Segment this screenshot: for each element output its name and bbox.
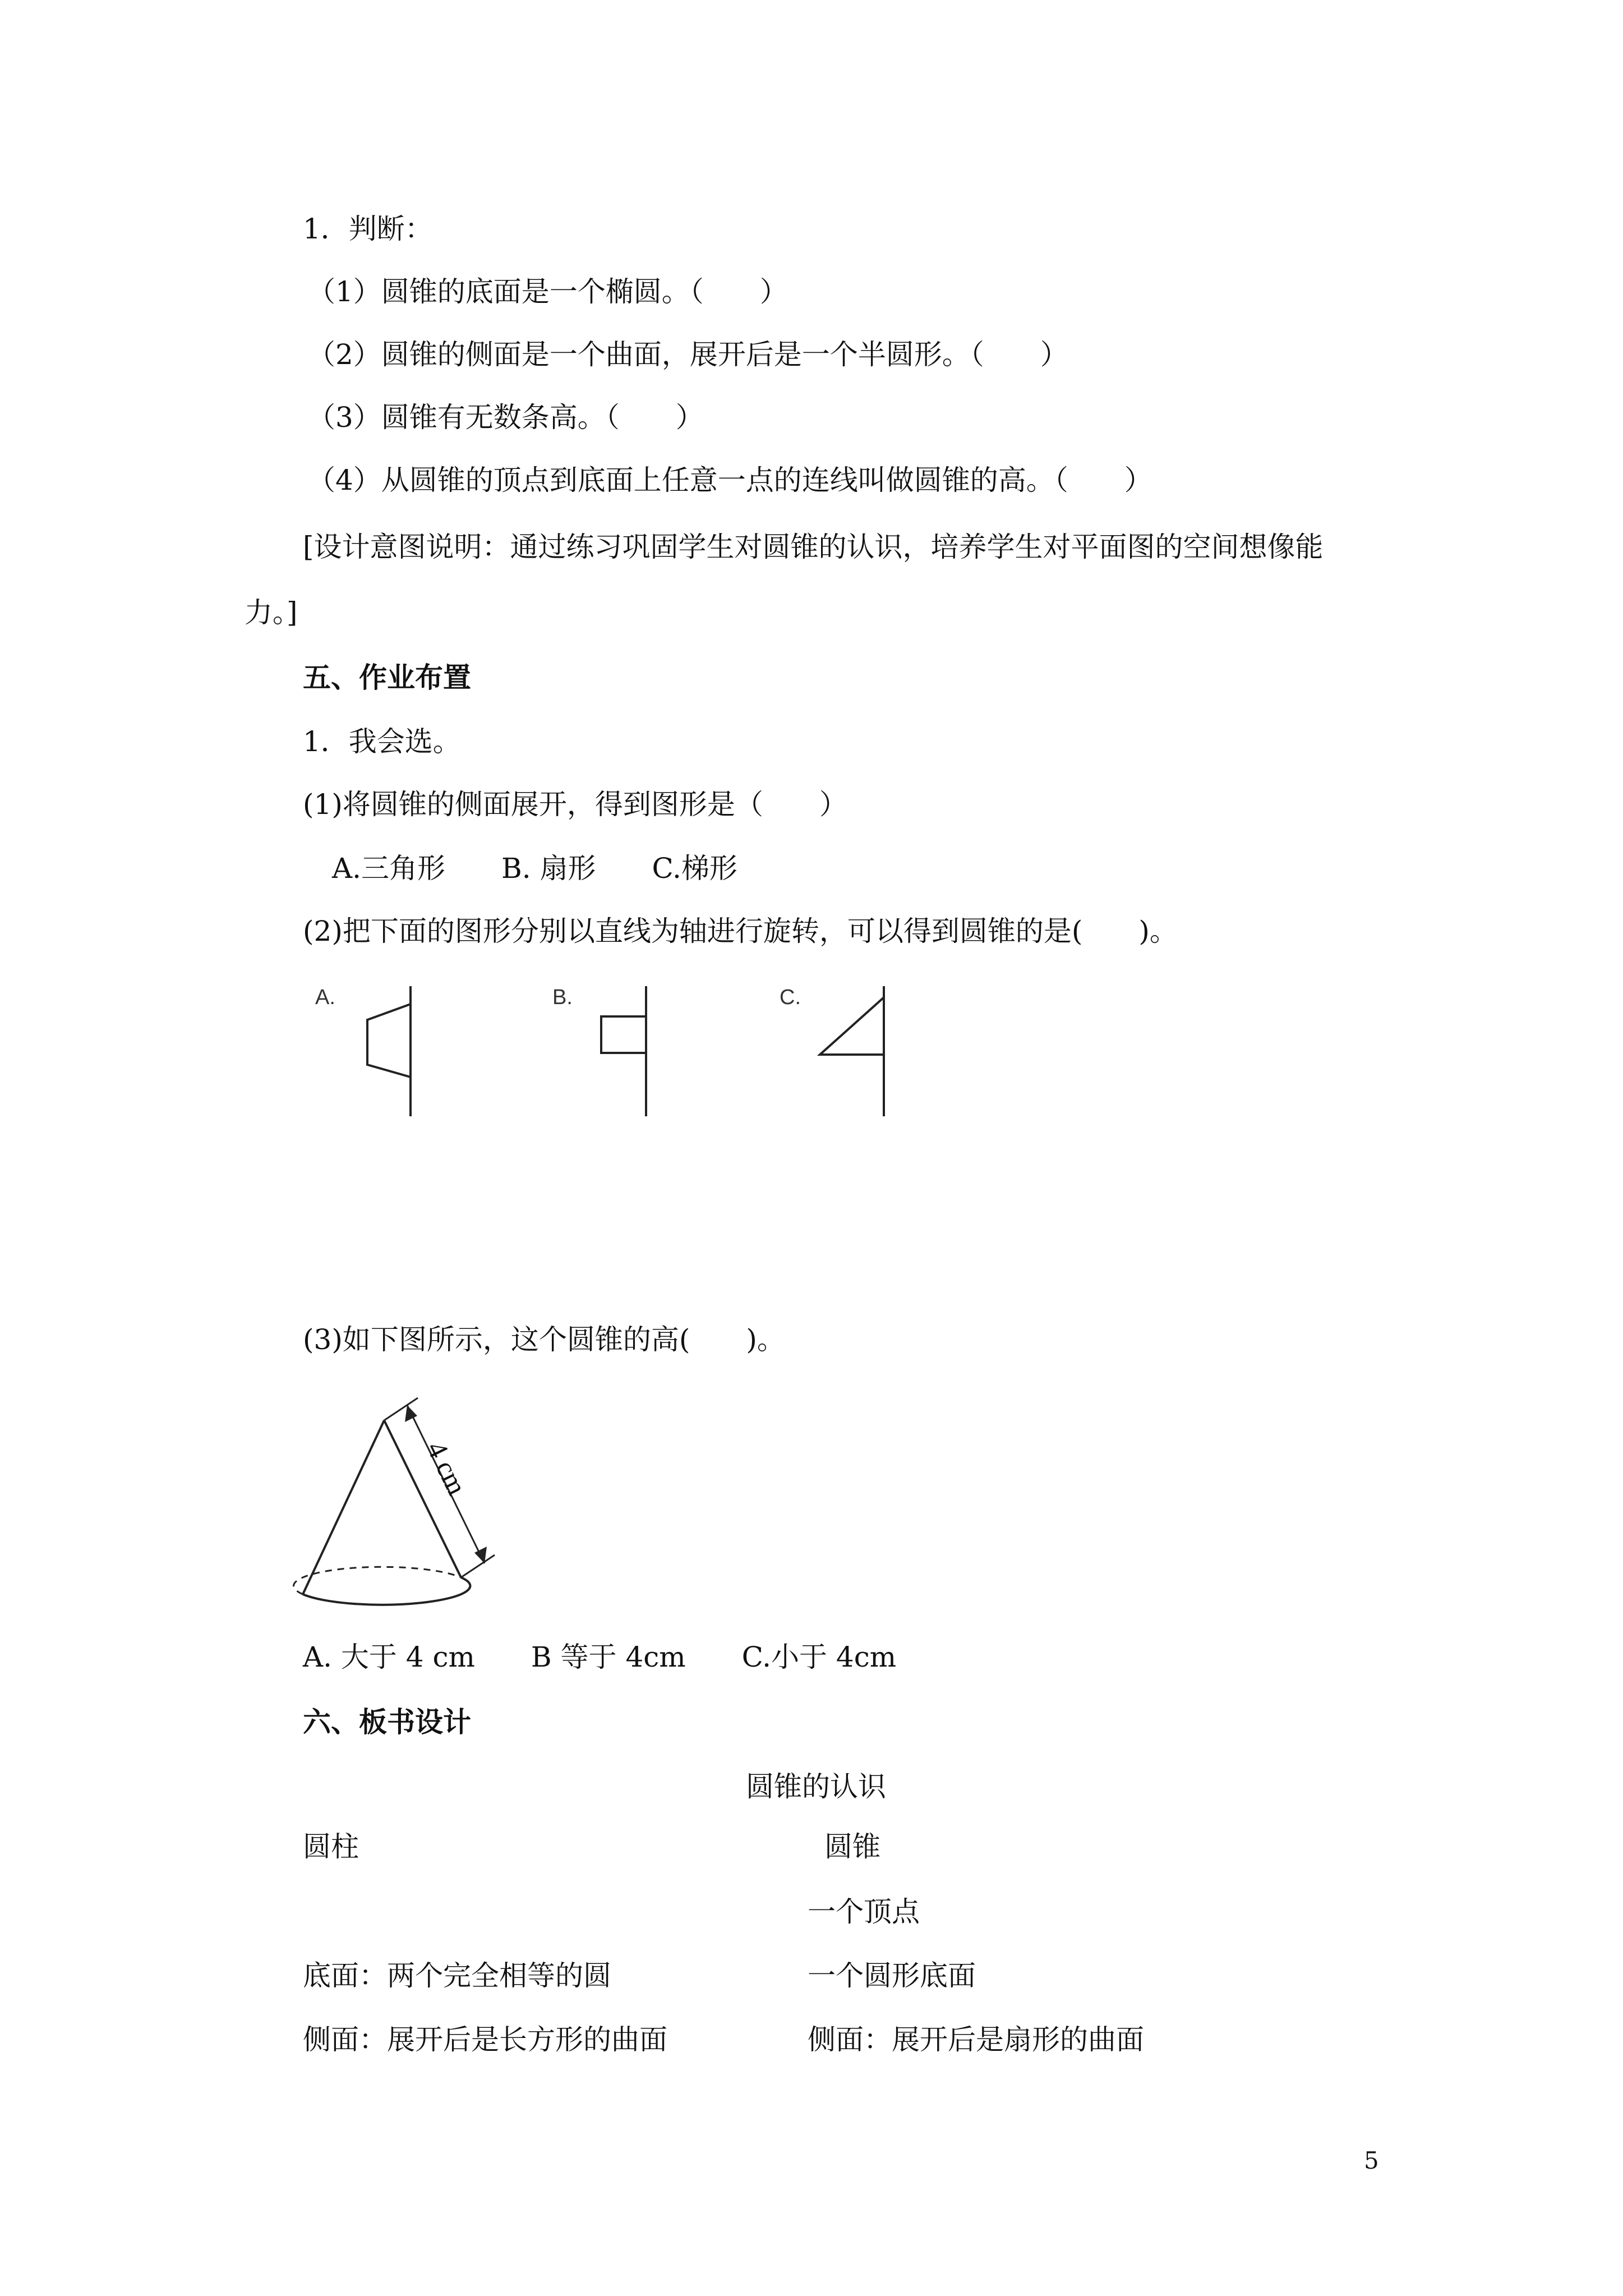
question-3-options: A. 大于 4 cm B 等于 4cm C.小于 4cm: [303, 1641, 897, 1673]
board-right-side: 侧面：展开后是扇形的曲面: [808, 2023, 1144, 2056]
question-3: (3)如下图所示，这个圆锥的高( )。: [303, 1323, 785, 1356]
board-heading: 六、板书设计: [303, 1706, 471, 1738]
board-left-base: 底面：两个完全相等的圆: [303, 1959, 611, 1992]
design-note-line-2: 力。]: [245, 596, 298, 629]
question-1-options: A.三角形 B. 扇形 C.梯形: [332, 852, 737, 885]
cone-slant-label: 4 cm: [421, 1436, 473, 1500]
figure-c-label: C.: [780, 986, 801, 1009]
judge-item-3: （3）圆锥有无数条高。（ ）: [307, 401, 704, 434]
question-1: (1)将圆锥的侧面展开，得到图形是（ ）: [303, 788, 847, 821]
design-note-line-1: [设计意图说明：通过练习巩固学生对圆锥的认识，培养学生对平面图的空间想像能: [303, 531, 1324, 563]
judge-title: 1．判断：: [303, 213, 433, 245]
judge-item-4: （4）从圆锥的顶点到底面上任意一点的连线叫做圆锥的高。（ ）: [307, 464, 1152, 496]
board-right-base: 一个圆形底面: [808, 1959, 976, 1992]
homework-sub: 1．我会选。: [303, 725, 461, 758]
page-number: 5: [1364, 2147, 1379, 2174]
figure-a-label: A.: [315, 986, 335, 1009]
board-left-head: 圆柱: [303, 1830, 359, 1863]
board-right-head: 圆锥: [824, 1830, 880, 1863]
board-right-vertex: 一个顶点: [808, 1895, 920, 1928]
board-left-side: 侧面：展开后是长方形的曲面: [303, 2023, 667, 2056]
question-2: (2)把下面的图形分别以直线为轴进行旋转，可以得到圆锥的是( )。: [303, 915, 1178, 947]
judge-item-1: （1）圆锥的底面是一个椭圆。（ ）: [307, 275, 788, 308]
judge-item-2: （2）圆锥的侧面是一个曲面，展开后是一个半圆形。（ ）: [307, 338, 1068, 371]
homework-heading: 五、作业布置: [303, 661, 471, 694]
figure-b-label: B.: [552, 986, 573, 1009]
board-title: 圆锥的认识: [746, 1770, 886, 1803]
